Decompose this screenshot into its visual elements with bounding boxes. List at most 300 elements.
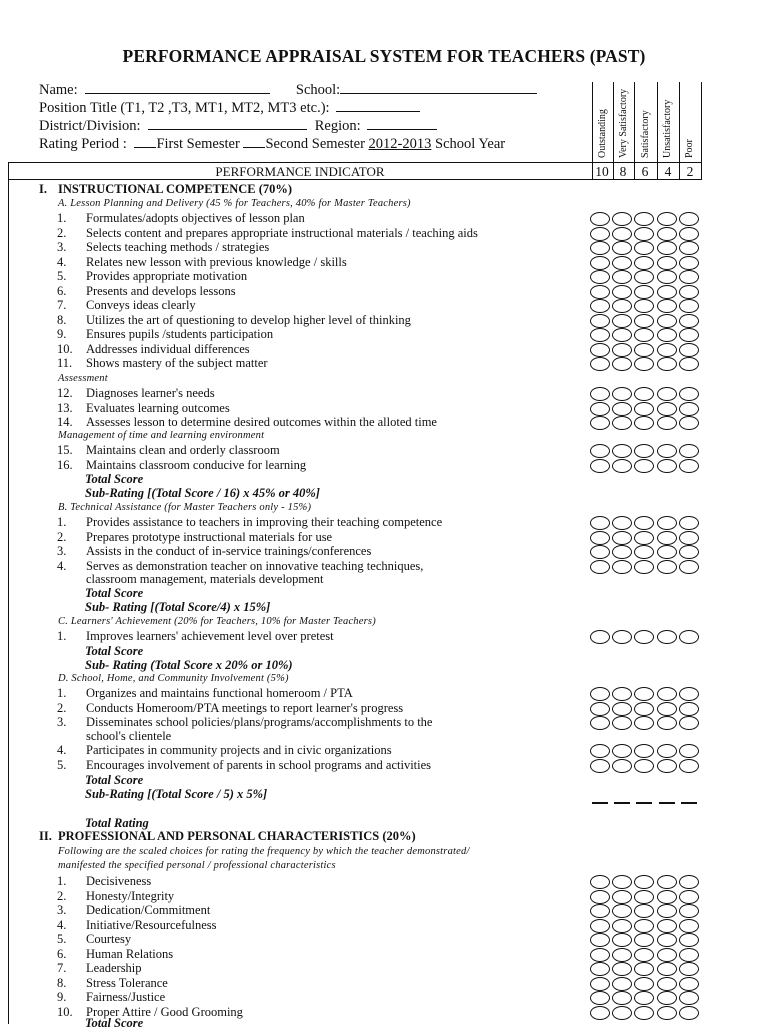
list-item (57, 976, 168, 990)
rating-choice-oval[interactable] (634, 962, 654, 976)
rating-choice-oval[interactable] (612, 343, 632, 357)
list-item (57, 327, 273, 341)
rating-choice-oval[interactable] (657, 991, 677, 1005)
rating-choice-oval[interactable] (612, 212, 632, 226)
list-item (57, 255, 347, 269)
rating-choice-oval[interactable] (590, 299, 610, 313)
list-item (57, 918, 217, 932)
position-field-row (39, 98, 420, 117)
rating-choice-oval[interactable] (590, 875, 610, 889)
rating-choice-oval[interactable] (612, 545, 632, 559)
rating-choice-oval[interactable] (634, 444, 654, 458)
list-item (57, 269, 247, 283)
rating-choice-oval[interactable] (612, 687, 632, 701)
sub-rating-blank[interactable] (614, 802, 630, 804)
rating-choice-oval[interactable] (657, 702, 677, 716)
list-item (57, 211, 305, 225)
rating-choice-oval[interactable] (679, 875, 699, 889)
rating-choice-oval[interactable] (679, 285, 699, 299)
rating-choice-oval[interactable] (612, 270, 632, 284)
list-item-text: Ensures pupils /students participation (86, 327, 274, 341)
rating-choice-oval[interactable] (590, 444, 610, 458)
rating-choice-oval[interactable] (590, 270, 610, 284)
rating-choice-oval[interactable] (657, 314, 677, 328)
rating-choice-oval[interactable] (612, 516, 632, 530)
rating-choice-oval[interactable] (590, 328, 610, 342)
list-item (57, 458, 306, 472)
rating-choice-oval[interactable] (612, 933, 632, 947)
list-item-text: Conducts Homeroom/PTA meetings to report learner's progress (86, 700, 404, 715)
scale-label-outstanding: Outstanding (597, 109, 608, 158)
rating-choice-oval[interactable] (657, 270, 677, 284)
rating-choice-oval[interactable] (612, 227, 632, 241)
list-item-number: 3. (57, 544, 67, 558)
rating-choice-oval[interactable] (612, 459, 632, 473)
second-sem-blank[interactable] (243, 134, 265, 148)
list-item-text: Initiative/Resourcefulness (86, 917, 217, 932)
list-item-text: Prepares prototype instructional materials for use (86, 529, 333, 544)
list-item-text: Selects teaching methods / strategies (86, 240, 270, 254)
rating-choice-oval[interactable] (590, 212, 610, 226)
list-item-number: 1. (57, 629, 67, 643)
rating-choice-oval[interactable] (634, 256, 654, 270)
rating-choice-oval[interactable] (679, 270, 699, 284)
rating-choice-oval[interactable] (612, 531, 632, 545)
list-item (57, 415, 437, 429)
rating-choice-oval[interactable] (612, 285, 632, 299)
performance-indicator-header: PERFORMANCE INDICATOR (215, 164, 385, 179)
school-label: School: (295, 82, 341, 98)
rating-choice-oval[interactable] (679, 687, 699, 701)
rating-choice-oval[interactable] (657, 744, 677, 758)
sub-rating-label: Sub-Rating [(Total Score / 5) x 5%] (85, 787, 268, 801)
list-item-text: Addresses individual differences (86, 341, 250, 356)
table-left-border (8, 162, 9, 1024)
list-item-text: Diagnoses learner's needs (86, 386, 215, 400)
rating-choice-oval[interactable] (634, 991, 654, 1005)
rating-choice-oval[interactable] (612, 299, 632, 313)
rating-choice-oval[interactable] (612, 759, 632, 773)
rating-choice-oval[interactable] (612, 716, 632, 730)
rating-choice-oval[interactable] (657, 285, 677, 299)
rating-choice-oval[interactable] (612, 1006, 632, 1020)
list-item (57, 629, 334, 643)
rating-choice-oval[interactable] (634, 687, 654, 701)
list-item (57, 889, 174, 903)
scale-point-8: 8 (619, 164, 627, 179)
rating-choice-oval[interactable] (590, 904, 610, 918)
rating-choice-oval[interactable] (634, 343, 654, 357)
list-item-text: Honesty/Integrity (86, 888, 175, 903)
rating-choice-oval[interactable] (612, 402, 632, 416)
rating-choice-oval[interactable] (657, 256, 677, 270)
list-item-number: 10. (57, 341, 73, 356)
rating-choice-oval[interactable] (634, 459, 654, 473)
list-item-text: Proper Attire / Good Grooming (86, 1004, 243, 1019)
list-item-number: 3. (57, 240, 67, 254)
rating-choice-oval[interactable] (634, 531, 654, 545)
rating-choice-oval[interactable] (657, 516, 677, 530)
rating-choice-oval[interactable] (612, 314, 632, 328)
rating-choice-oval[interactable] (657, 299, 677, 313)
list-item (57, 874, 151, 888)
list-item-text: Fairness/Justice (86, 990, 166, 1004)
rating-choice-oval[interactable] (657, 977, 677, 991)
second-semester-label: Second Semester (265, 136, 365, 152)
rating-choice-oval[interactable] (679, 630, 699, 644)
rating-choice-oval[interactable] (679, 933, 699, 947)
total-score-label: Total Score (85, 1016, 144, 1030)
sub-rating-label: Sub- Rating [(Total Score/4) x 15%] (85, 600, 271, 614)
rating-choice-oval[interactable] (634, 402, 654, 416)
rating-choice-oval[interactable] (657, 759, 677, 773)
list-item-text: Stress Tolerance (86, 975, 168, 990)
rating-choice-oval[interactable] (590, 285, 610, 299)
table-top-border (8, 162, 701, 163)
rating-choice-oval[interactable] (679, 459, 699, 473)
rating-choice-oval[interactable] (679, 212, 699, 226)
region-blank[interactable] (367, 116, 437, 130)
rating-choice-oval[interactable] (657, 560, 677, 574)
rating-choice-oval[interactable] (612, 241, 632, 255)
rating-choice-oval[interactable] (679, 328, 699, 342)
sub-rating-blank[interactable] (659, 802, 675, 804)
rating-choice-oval[interactable] (657, 343, 677, 357)
list-item-number: 3. (57, 715, 67, 729)
rating-choice-oval[interactable] (634, 387, 654, 401)
list-item (57, 686, 353, 700)
rating-choice-oval[interactable] (634, 1006, 654, 1020)
rating-choice-oval[interactable] (679, 759, 699, 773)
rating-choice-oval[interactable] (657, 545, 677, 559)
rating-choice-oval[interactable] (657, 357, 677, 371)
rating-choice-oval[interactable] (679, 241, 699, 255)
rating-choice-oval[interactable] (634, 314, 654, 328)
rating-choice-oval[interactable] (612, 444, 632, 458)
school-blank[interactable] (340, 80, 537, 94)
list-item (57, 990, 165, 1004)
rating-choice-oval[interactable] (590, 630, 610, 644)
rating-choice-oval[interactable] (634, 516, 654, 530)
rating-choice-oval[interactable] (657, 531, 677, 545)
list-item-number: 4. (57, 743, 67, 757)
list-item-text: Decisiveness (86, 874, 152, 888)
list-item-number: 12. (57, 386, 73, 400)
list-item-text: Utilizes the art of questioning to develop higher level of thinking (86, 312, 411, 327)
list-item-number: 2. (57, 225, 67, 240)
rating-choice-oval[interactable] (679, 904, 699, 918)
subsection-d-title: D. School, Home, and Community Involvement (5%) (58, 673, 289, 684)
list-item (57, 530, 332, 544)
rating-choice-oval[interactable] (590, 531, 610, 545)
list-item-number: 1. (57, 515, 67, 529)
rating-choice-oval[interactable] (612, 416, 632, 430)
rating-choice-oval[interactable] (657, 459, 677, 473)
rating-choice-oval[interactable] (612, 256, 632, 270)
rating-choice-oval[interactable] (590, 744, 610, 758)
rating-choice-oval[interactable] (612, 919, 632, 933)
list-item-text: Courtesy (86, 932, 132, 946)
list-item (57, 1005, 243, 1019)
rating-choice-oval[interactable] (657, 933, 677, 947)
rating-choice-oval[interactable] (634, 875, 654, 889)
total-score-label: Total Score (85, 586, 144, 600)
rating-choice-oval[interactable] (634, 212, 654, 226)
scale-point-4: 4 (664, 164, 672, 179)
section-heading: II. PROFESSIONAL AND PERSONAL CHARACTERISTICS (20%) (39, 829, 416, 843)
list-item (57, 284, 236, 298)
list-item (57, 240, 269, 254)
rating-choice-oval[interactable] (590, 962, 610, 976)
list-item (57, 401, 230, 415)
rating-choice-oval[interactable] (679, 702, 699, 716)
rating-choice-oval[interactable] (679, 890, 699, 904)
rating-choice-oval[interactable] (612, 357, 632, 371)
list-item (57, 715, 432, 729)
assessment-title: Assessment (58, 373, 108, 384)
rating-choice-oval[interactable] (590, 402, 610, 416)
subsection-c-title: C. Learners' Achievement (20% for Teachers, 10% for Master Teachers) (58, 616, 376, 627)
list-item-text: Provides assistance to teachers in improving their teaching competence (86, 515, 443, 529)
list-item-number: 7. (57, 961, 67, 975)
list-item (57, 559, 423, 573)
list-item-text: Maintains classroom conducive for learning (86, 457, 307, 472)
rating-choice-oval[interactable] (590, 227, 610, 241)
district-label: District/Division: (39, 118, 141, 134)
rating-choice-oval[interactable] (612, 991, 632, 1005)
rating-choice-oval[interactable] (657, 630, 677, 644)
list-item-text: Dedication/Commitment (86, 903, 211, 917)
rating-choice-oval[interactable] (679, 416, 699, 430)
list-item-text: Encourages involvement of parents in school programs and activities (86, 757, 432, 772)
rating-choice-oval[interactable] (679, 444, 699, 458)
list-item-number: 4. (57, 254, 67, 269)
list-item-number: 5. (57, 269, 67, 283)
rating-choice-oval[interactable] (634, 630, 654, 644)
list-item-text: Formulates/adopts objectives of lesson plan (86, 211, 305, 225)
list-item-text: Serves as demonstration teacher on innovative teaching techniques, (86, 558, 424, 573)
rating-choice-oval[interactable] (590, 1006, 610, 1020)
list-item-number: 2. (57, 700, 67, 715)
total-score-label: Total Score (85, 644, 144, 658)
rating-choice-oval[interactable] (612, 962, 632, 976)
rating-choice-oval[interactable] (679, 343, 699, 357)
list-item-number: 6. (57, 946, 67, 961)
region-label: Region: (314, 118, 361, 134)
rating-choice-oval[interactable] (657, 687, 677, 701)
rating-choice-oval[interactable] (657, 241, 677, 255)
rating-period-row (39, 134, 505, 153)
list-item (57, 932, 131, 946)
rating-choice-oval[interactable] (590, 759, 610, 773)
rating-choice-oval[interactable] (634, 744, 654, 758)
school-year-label: School Year (435, 136, 506, 152)
rating-choice-oval[interactable] (612, 630, 632, 644)
section-heading: I. INSTRUCTIONAL COMPETENCE (70%) (39, 182, 293, 196)
rating-choice-oval[interactable] (590, 991, 610, 1005)
total-score-label: Total Score (85, 472, 144, 486)
list-item-text: Conveys ideas clearly (86, 298, 196, 312)
list-item-number: 7. (57, 298, 67, 312)
rating-choice-oval[interactable] (590, 256, 610, 270)
name-label: Name: (39, 82, 78, 98)
rating-choice-oval[interactable] (634, 227, 654, 241)
rating-choice-oval[interactable] (634, 890, 654, 904)
rating-choice-oval[interactable] (590, 687, 610, 701)
rating-choice-oval[interactable] (679, 948, 699, 962)
rating-choice-oval[interactable] (634, 357, 654, 371)
rating-choice-oval[interactable] (612, 744, 632, 758)
rating-choice-oval[interactable] (590, 933, 610, 947)
rating-choice-oval[interactable] (612, 904, 632, 918)
rating-choice-oval[interactable] (657, 890, 677, 904)
rating-choice-oval[interactable] (679, 560, 699, 574)
list-item-text: Evaluates learning outcomes (86, 400, 230, 415)
list-item-number: 14. (57, 415, 73, 429)
rating-choice-oval[interactable] (634, 560, 654, 574)
first-sem-blank[interactable] (134, 134, 156, 148)
list-item-number: 1. (57, 874, 67, 888)
rating-choice-oval[interactable] (657, 387, 677, 401)
list-item (57, 758, 431, 772)
rating-choice-oval[interactable] (634, 759, 654, 773)
scale-label-satisfactory: Satisfactory (640, 110, 651, 158)
rating-choice-oval[interactable] (590, 890, 610, 904)
rating-choice-oval[interactable] (657, 904, 677, 918)
list-item-number: 8. (57, 975, 67, 990)
scale-grid-line (657, 82, 658, 180)
rating-choice-oval[interactable] (612, 948, 632, 962)
sub-rating-blank[interactable] (681, 802, 697, 804)
rating-choice-oval[interactable] (590, 919, 610, 933)
rating-choice-oval[interactable] (657, 919, 677, 933)
rating-choice-oval[interactable] (679, 531, 699, 545)
list-item (57, 298, 196, 312)
rating-choice-oval[interactable] (657, 962, 677, 976)
rating-choice-oval[interactable] (657, 402, 677, 416)
rating-choice-oval[interactable] (590, 357, 610, 371)
rating-choice-oval[interactable] (590, 560, 610, 574)
list-item (57, 544, 371, 558)
scale-point-6: 6 (641, 164, 649, 179)
rating-choice-oval[interactable] (634, 270, 654, 284)
rating-choice-oval[interactable] (590, 977, 610, 991)
rating-choice-oval[interactable] (612, 875, 632, 889)
list-item-text: Assesses lesson to determine desired outcomes within the alloted time (86, 415, 437, 429)
list-item (57, 443, 280, 457)
rating-choice-oval[interactable] (657, 328, 677, 342)
rating-choice-oval[interactable] (590, 948, 610, 962)
list-item-text: Leadership (86, 961, 142, 975)
rating-choice-oval[interactable] (590, 241, 610, 255)
rating-choice-oval[interactable] (634, 977, 654, 991)
rating-choice-oval[interactable] (634, 948, 654, 962)
rating-choice-oval[interactable] (634, 299, 654, 313)
rating-choice-oval[interactable] (679, 387, 699, 401)
list-item-text: Disseminates school policies/plans/programs/accomplishments to the (86, 715, 433, 729)
rating-choice-oval[interactable] (657, 444, 677, 458)
rating-choice-oval[interactable] (679, 314, 699, 328)
rating-choice-oval[interactable] (634, 904, 654, 918)
rating-choice-oval[interactable] (679, 545, 699, 559)
rating-choice-oval[interactable] (679, 256, 699, 270)
rating-choice-oval[interactable] (612, 387, 632, 401)
scale-label-unsatisfactory: Unsatisfactory (662, 99, 673, 158)
list-item (57, 961, 142, 975)
name-blank[interactable] (85, 80, 270, 94)
scale-grid-line (701, 82, 702, 180)
sub-rating-label: Sub-Rating [(Total Score / 16) x 45% or 40%] (85, 486, 320, 500)
list-item-number: 9. (57, 327, 67, 341)
list-item-text: Selects content and prepares appropriate instructional materials / teaching aids (86, 225, 478, 240)
rating-choice-oval[interactable] (657, 416, 677, 430)
rating-choice-oval[interactable] (590, 314, 610, 328)
rating-choice-oval[interactable] (657, 227, 677, 241)
list-item (57, 903, 210, 917)
rating-choice-oval[interactable] (634, 416, 654, 430)
rating-choice-oval[interactable] (590, 459, 610, 473)
list-item-number: 4. (57, 558, 67, 573)
scale-point-10: 10 (595, 164, 609, 179)
position-blank[interactable] (336, 98, 420, 112)
rating-choice-oval[interactable] (634, 241, 654, 255)
rating-choice-oval[interactable] (679, 716, 699, 730)
rating-choice-oval[interactable] (634, 933, 654, 947)
rating-choice-oval[interactable] (634, 328, 654, 342)
rating-choice-oval[interactable] (612, 890, 632, 904)
rating-choice-oval[interactable] (679, 516, 699, 530)
first-semester-label: First Semester (156, 136, 240, 152)
rating-choice-oval[interactable] (679, 919, 699, 933)
rating-choice-oval[interactable] (657, 875, 677, 889)
subsection-b-title: B. Technical Assistance (for Master Teachers only - 15%) (58, 502, 312, 513)
rating-choice-oval[interactable] (634, 285, 654, 299)
rating-choice-oval[interactable] (679, 962, 699, 976)
rating-choice-oval[interactable] (590, 343, 610, 357)
rating-choice-oval[interactable] (612, 977, 632, 991)
rating-choice-oval[interactable] (590, 545, 610, 559)
rating-choice-oval[interactable] (634, 545, 654, 559)
rating-choice-oval[interactable] (679, 991, 699, 1005)
rating-choice-oval[interactable] (679, 1006, 699, 1020)
sub-rating-blank[interactable] (592, 802, 608, 804)
list-item-text: Relates new lesson with previous knowledge / skills (86, 254, 347, 269)
rating-choice-oval[interactable] (612, 328, 632, 342)
rating-choice-oval[interactable] (657, 716, 677, 730)
district-blank[interactable] (148, 116, 307, 130)
sub-rating-blank[interactable] (636, 802, 652, 804)
rating-choice-oval[interactable] (634, 716, 654, 730)
rating-choice-oval[interactable] (679, 227, 699, 241)
rating-choice-oval[interactable] (590, 387, 610, 401)
rating-choice-oval[interactable] (590, 416, 610, 430)
rating-choice-oval[interactable] (657, 1006, 677, 1020)
rating-choice-oval[interactable] (657, 948, 677, 962)
rating-choice-oval[interactable] (590, 702, 610, 716)
rating-choice-oval[interactable] (634, 702, 654, 716)
rating-choice-oval[interactable] (590, 716, 610, 730)
rating-choice-oval[interactable] (590, 516, 610, 530)
rating-choice-oval[interactable] (634, 919, 654, 933)
rating-choice-oval[interactable] (679, 402, 699, 416)
rating-choice-oval[interactable] (612, 702, 632, 716)
rating-choice-oval[interactable] (679, 744, 699, 758)
rating-choice-oval[interactable] (612, 560, 632, 574)
rating-choice-oval[interactable] (679, 299, 699, 313)
rating-choice-oval[interactable] (657, 212, 677, 226)
rating-choice-oval[interactable] (679, 357, 699, 371)
rating-choice-oval[interactable] (679, 977, 699, 991)
